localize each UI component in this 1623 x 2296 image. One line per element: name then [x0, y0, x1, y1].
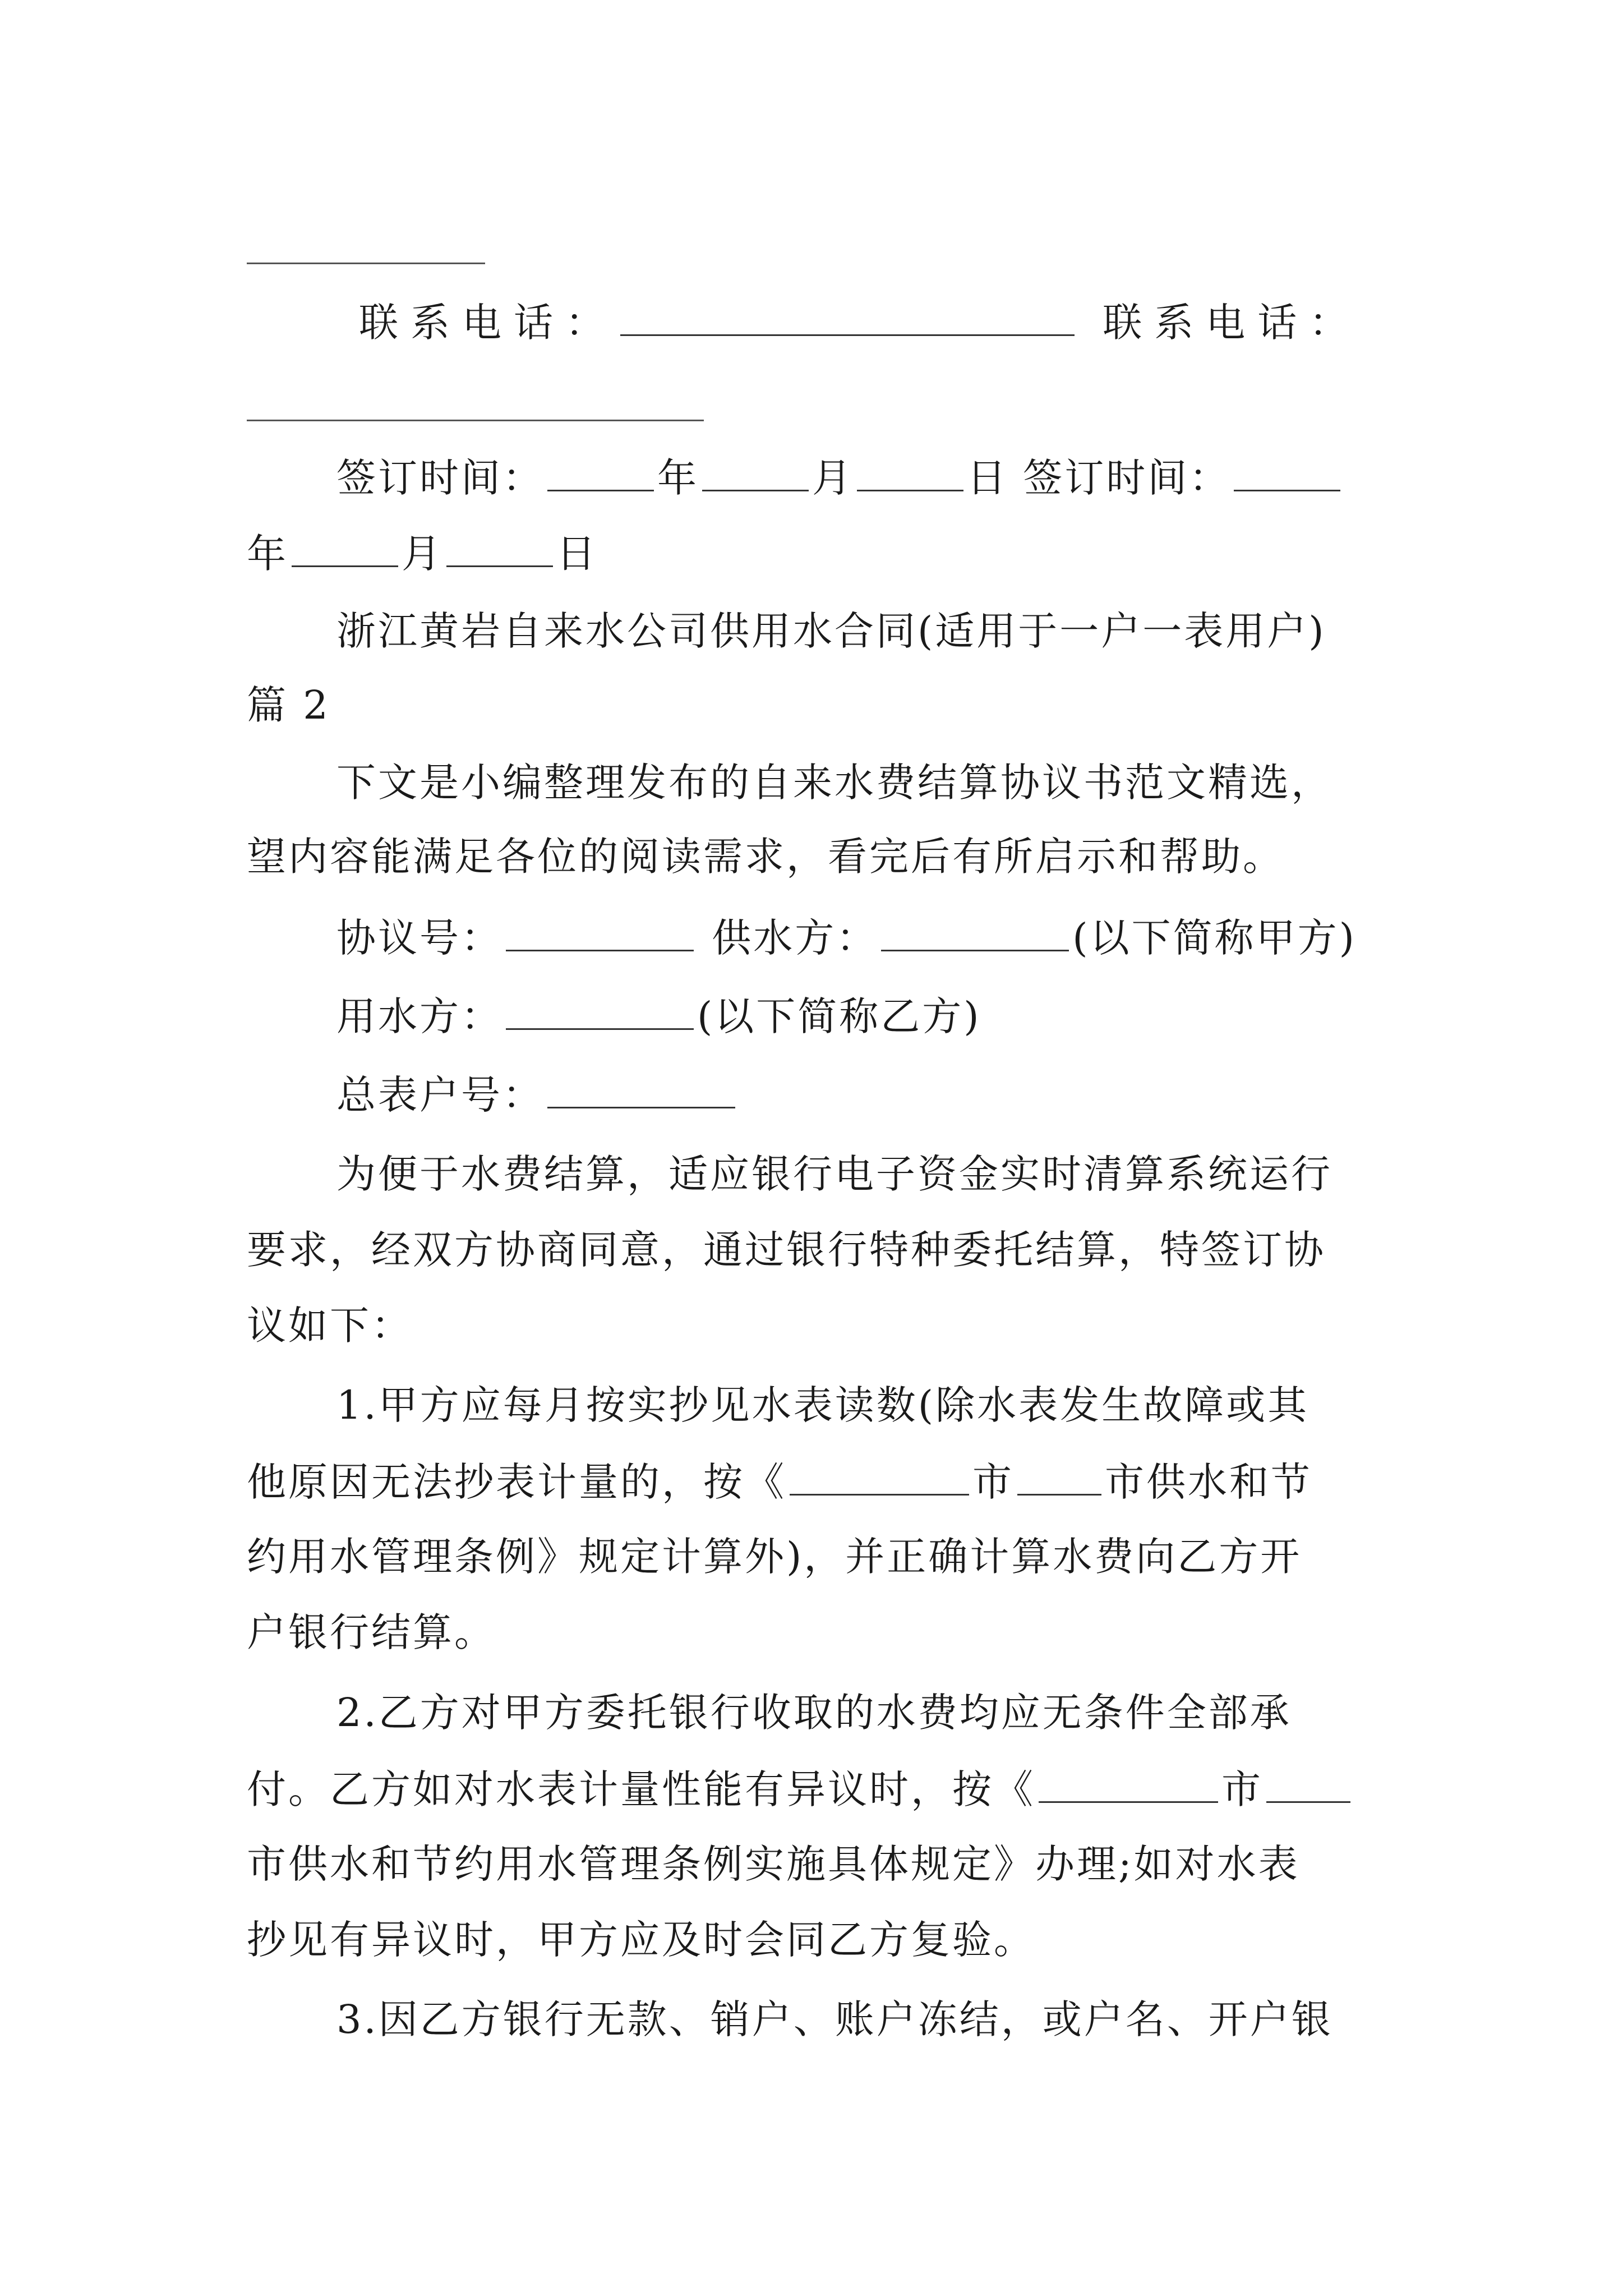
contact-label-2: 联系电话： — [1103, 300, 1361, 346]
item1-text-c: 市供水和节 — [1105, 1459, 1312, 1505]
sign-time-line — [336, 452, 1391, 502]
item1-line-2 — [247, 1456, 1391, 1506]
para-intro-line-3: 议如下： — [247, 1303, 413, 1349]
city-blank-3 — [1039, 1763, 1218, 1803]
month-label-1: 月 — [812, 455, 854, 501]
sign-time-label-1: 签订时间： — [336, 455, 544, 501]
month-label-2: 月 — [402, 531, 443, 577]
item1-line-4: 户银行结算。 — [247, 1609, 496, 1655]
item2-text-b: 市 — [1221, 1766, 1263, 1812]
meter-label: 总表户号： — [336, 1072, 544, 1118]
agreement-no-label: 协议号： — [336, 915, 502, 961]
document-title-line-1: 浙江黄岩自来水公司供用水合同(适用于一户一表用户) — [336, 608, 1326, 654]
sign-time-label-2: 签订时间： — [1023, 455, 1231, 501]
year-blank-1 — [547, 452, 654, 491]
meter-blank — [547, 1069, 735, 1108]
meter-line — [336, 1069, 1391, 1119]
day-label-2: 日 — [556, 531, 598, 577]
item1-line-1: 1.甲方应每月按实抄见水表读数(除水表发生故障或其 — [336, 1382, 1310, 1428]
city-blank-4 — [1266, 1763, 1350, 1803]
item2-line-3: 市供水和节约用水管理条例实施具体规定》办理;如对水表 — [247, 1841, 1300, 1887]
signature-line-top — [247, 263, 485, 264]
item1-text-a: 他原因无法抄表计量的，按《 — [247, 1459, 786, 1505]
contact-phone-line — [359, 296, 1391, 347]
item3-line-1: 3.因乙方银行无款、销户、账户冻结，或户名、开户银 — [336, 1996, 1333, 2042]
item2-line-4: 抄见有异议时，甲方应及时会同乙方复验。 — [247, 1917, 1035, 1963]
day-label-1: 日 — [967, 455, 1008, 501]
user-label: 用水方： — [336, 993, 502, 1039]
agreement-supplier-line — [336, 912, 1391, 962]
month-blank-2 — [292, 527, 398, 567]
user-blank — [506, 990, 694, 1030]
item2-line-2 — [247, 1763, 1391, 1814]
item1-text-b: 市 — [972, 1459, 1014, 1505]
city-blank-1 — [790, 1456, 969, 1496]
item2-text-a: 付。乙方如对水表计量性能有异议时，按《 — [247, 1766, 1035, 1812]
supplier-suffix: (以下简称甲方) — [1072, 915, 1357, 961]
month-blank-1 — [702, 452, 809, 491]
supplier-blank — [881, 912, 1069, 951]
user-suffix: (以下简称乙方) — [697, 993, 981, 1039]
document-title-line-2: 篇 2 — [247, 682, 330, 728]
intro-line-2: 望内容能满足各位的阅读需求，看完后有所启示和帮助。 — [247, 834, 1284, 880]
para-intro-line-2: 要求，经双方协商同意，通过银行特种委托结算，特签订协 — [247, 1227, 1326, 1273]
supplier-label: 供水方： — [712, 915, 878, 961]
contact-label-1: 联系电话： — [359, 300, 617, 346]
year-blank-2 — [1234, 452, 1340, 491]
item2-line-1: 2.乙方对甲方委托银行收取的水费均应无条件全部承 — [336, 1690, 1292, 1736]
year-label-1: 年 — [657, 455, 699, 501]
para-intro-line-1: 为便于水费结算，适应银行电子资金实时清算系统运行 — [336, 1151, 1332, 1197]
contact-blank-2 — [247, 420, 704, 421]
day-blank-1 — [857, 452, 963, 491]
sign-time-line-2 — [247, 527, 1391, 578]
contact-blank-1 — [620, 296, 1075, 336]
year-label-2: 年 — [247, 531, 288, 577]
agreement-no-blank — [506, 912, 694, 951]
day-blank-2 — [446, 527, 553, 567]
user-line — [336, 990, 1391, 1041]
intro-line-1: 下文是小编整理发布的自来水费结算协议书范文精选， — [336, 760, 1332, 806]
item1-line-3: 约用水管理条例》规定计算外)，并正确计算水费向乙方开 — [247, 1534, 1302, 1580]
city-blank-2 — [1017, 1456, 1101, 1496]
